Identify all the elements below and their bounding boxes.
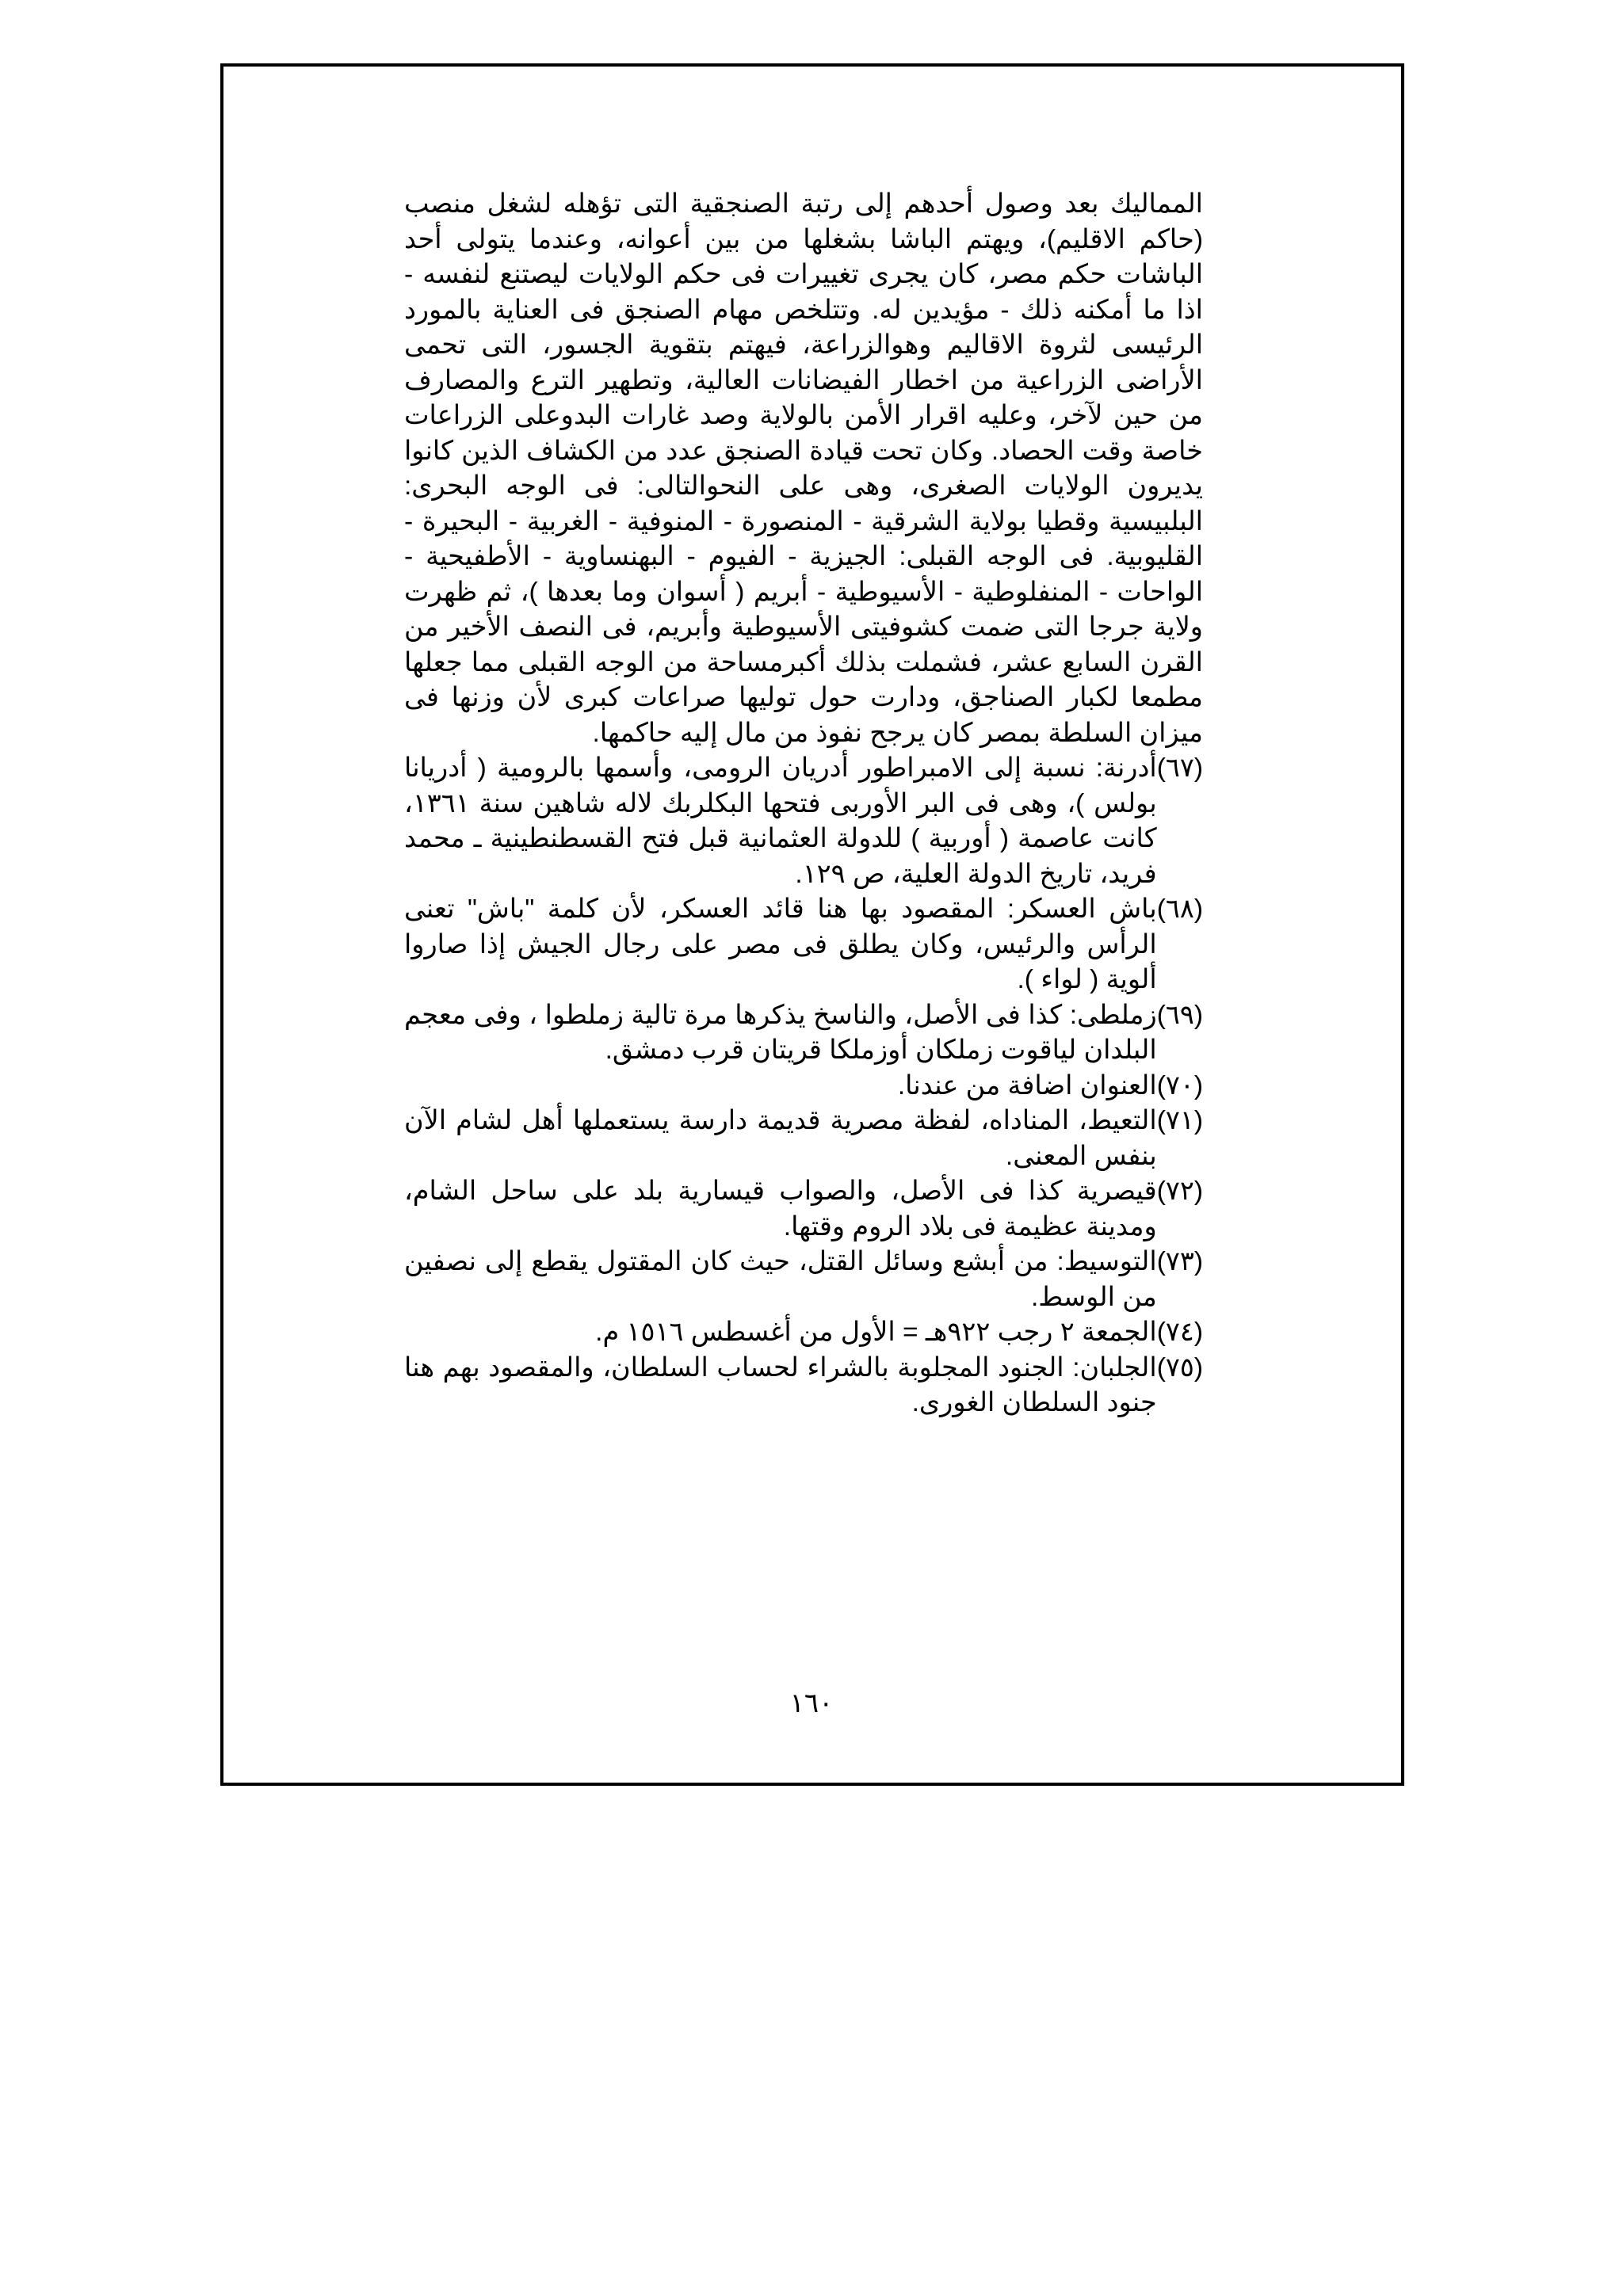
footnote-number: (٧٣) <box>1156 1247 1203 1276</box>
footnote-number: (٧٤) <box>1156 1318 1203 1347</box>
footnote-text: أدرنة: نسبة إلى الامبراطور أدريان الرومى، وأسمها بالرومية ( أدريانا بولس )، وهى فى البر الأوربى فتحها البكلربك لاله شاهين سنة ١٣٦١، كانت عاصمة ( أوربية ) للدولة العثمانية قبل فتح القسطنطينية ـ محمد فريد، تاريخ الدولة العلية، ص ١٢٩. <box>404 753 1157 889</box>
footnote-number: (٧٠) <box>1156 1070 1203 1100</box>
footnote-text: التوسيط: من أبشع وسائل القتل، حيث كان المقتول يقطع إلى نصفين من الوسط. <box>404 1247 1157 1312</box>
footnote-70 <box>404 1069 1203 1104</box>
page-body <box>404 187 1203 1421</box>
footnote-text: باش العسكر: المقصود بها هنا قائد العسكر، لأن كلمة "باش" تعنى الرأس والرئيس، وكان يطلق فى مصر على رجال الجيش إذا صاروا ألوية ( لواء ). <box>404 894 1157 994</box>
footnote-number: (٦٩) <box>1156 1000 1203 1030</box>
footnote-text: التعيط، المناداه، لفظة مصرية قديمة دارسة يستعملها أهل لشام الآن بنفس المعنى. <box>404 1106 1157 1171</box>
footnote-72 <box>404 1174 1203 1245</box>
main-paragraph: المماليك بعد وصول أحدهم إلى رتبة الصنجقية التى تؤهله لشغل منصب (حاكم الاقليم)، ويهتم الباشا بشغلها من بين أعوانه، وعندما يتولى أحد الباشات حكم مصر، كان يجرى تغييرات فى حكم الولايات ليصتنع لنفسه - اذا ما أمكنه ذلك - مؤيدين له. وتتلخص مهام الصنجق فى العناية بالمورد الرئيسى لثروة الاقاليم وهوالزراعة، فيهتم بتقوية الجسور، التى تحمى الأراضى الزراعية من اخطار الفيضانات العالية، وتطهير الترع والمصارف من حين لآخر، وعليه اقرار الأمن بالولاية وصد غارات البدوعلى الزراعات خاصة وقت الحصاد. وكان تحت قيادة الصنجق عدد من الكشاف الذين كانوا يديرون الولايات الصغرى، وهى على النحوالتالى: فى الوجه البحرى: البلبيسية وقطيا بولاية الشرقية - المنصورة - المنوفية - الغربية - البحيرة - القليوبية. فى الوجه القبلى: الجيزية - الفيوم - البهنساوية - الأطفيحية - الواحات - المنفلوطية - الأسيوطية - أبريم ( أسوان وما بعدها )، ثم ظهرت ولاية جرجا التى ضمت كشوفيتى الأسيوطية وأبريم، فى النصف الأخير من القرن السابع عشر، فشملت بذلك أكبرمساحة من الوجه القبلى مما جعلها مطمعا لكبار الصناجق، ودارت حول توليها صراعات كبرى لأن وزنها فى ميزان السلطة بمصر كان يرجح نفوذ من مال إليه حاكمها. <box>404 189 1203 748</box>
footnote-69 <box>404 998 1203 1069</box>
footnote-number: (٦٨) <box>1156 894 1203 924</box>
footnote-number: (٧١) <box>1156 1106 1203 1135</box>
footnote-67 <box>404 751 1203 892</box>
footnote-text: زملطى: كذا فى الأصل، والناسخ يذكرها مرة تالية زملطوا ، وفى معجم البلدان لياقوت زملكان أوزملكا قريتان قرب دمشق. <box>404 1000 1157 1065</box>
footnote-number: (٦٧) <box>1156 753 1203 783</box>
footnotes-list <box>404 751 1203 1421</box>
footnote-71 <box>404 1104 1203 1174</box>
footnote-number: (٧٥) <box>1156 1352 1203 1383</box>
footnote-number: (٧٢) <box>1156 1177 1203 1206</box>
footnote-text: الجمعة ٢ رجب ٩٢٢هـ = الأول من أغسطس ١٥١٦ م. <box>595 1318 1157 1347</box>
footnote-74 <box>404 1315 1203 1351</box>
footnote-68 <box>404 892 1203 998</box>
footnote-75 <box>404 1351 1203 1421</box>
footnote-73 <box>404 1245 1203 1315</box>
page-number: ١٦٠ <box>789 1688 834 1718</box>
footnote-text: العنوان اضافة من عندنا. <box>897 1070 1157 1100</box>
footnote-text: قيصرية كذا فى الأصل، والصواب قيسارية بلد على ساحل الشام، ومدينة عظيمة فى بلاد الروم وقتها. <box>404 1177 1157 1241</box>
footnote-text: الجلبان: الجنود المجلوبة بالشراء لحساب السلطان، والمقصود بهم هنا جنود السلطان الغورى. <box>404 1352 1157 1417</box>
